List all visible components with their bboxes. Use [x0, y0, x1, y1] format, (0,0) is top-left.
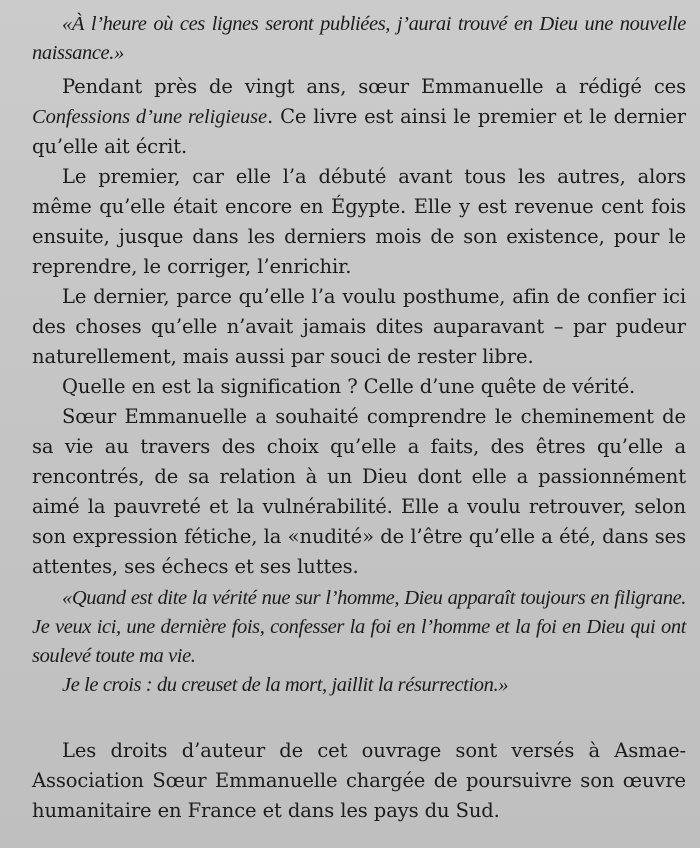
closing-quote-final: Je le crois : du creuset de la mort, jaillit la résurrection.»	[62, 674, 509, 696]
paragraph-first: Le premier, car elle l’a débuté avant tous les autres, alors même qu’elle était encore en Égypte. Elle y est revenue cent fois ensuite, jusque dans les derniers mois de son existence, pour le reprendre, le corriger, l’enrichir.	[32, 165, 686, 278]
intro-text-end: . Ce livre est ainsi le premier et le dernier qu’elle ait écrit.	[32, 105, 686, 158]
paragraph-intro	[32, 72, 686, 162]
spacer	[32, 700, 686, 736]
paragraph-meaning: Quelle en est la signification ? Celle d’une quête de vérité.	[62, 375, 636, 398]
intro-text-start: Pendant près de vingt ans, sœur Emmanuelle a rédigé ces	[62, 75, 686, 98]
opening-quote: «À l’heure où ces lignes seront publiées, j’aurai trouvé en Dieu une nouvelle naissance.»	[32, 13, 686, 64]
paragraph-truth: Sœur Emmanuelle a souhaité comprendre le cheminement de sa vie au travers des choix qu’elle a faits, des êtres qu’elle a rencontrés, de sa relation à un Dieu dont elle a passionnément aimé la pauvreté et la vulnérabilité. Elle a voulu retrouver, selon son expression fétiche, la «nudité» de l’être qu’elle a été, dans ses attentes, ses échecs et ses luttes.	[32, 405, 686, 578]
rights-notice: Les droits d’auteur de cet ouvrage sont versés à Asmae-Association Sœur Emmanuelle chargée de poursuivre son œuvre humanitaire en France et dans les pays du Sud.	[32, 739, 686, 822]
paragraph-last: Le dernier, parce qu’elle l’a voulu posthume, afin de confier ici des choses qu’elle n’avait jamais dites auparavant – par pudeur naturellement, mais aussi par souci de rester libre.	[32, 285, 686, 368]
book-title: Confessions d’une religieuse	[32, 106, 268, 128]
closing-quote: «Quand est dite la vérité nue sur l’homme, Dieu apparaît toujours en filigrane. Je veux ici, une dernière fois, confesser la foi en l’homme et la foi en Dieu qui ont soulevé toute ma vie.	[32, 587, 686, 667]
